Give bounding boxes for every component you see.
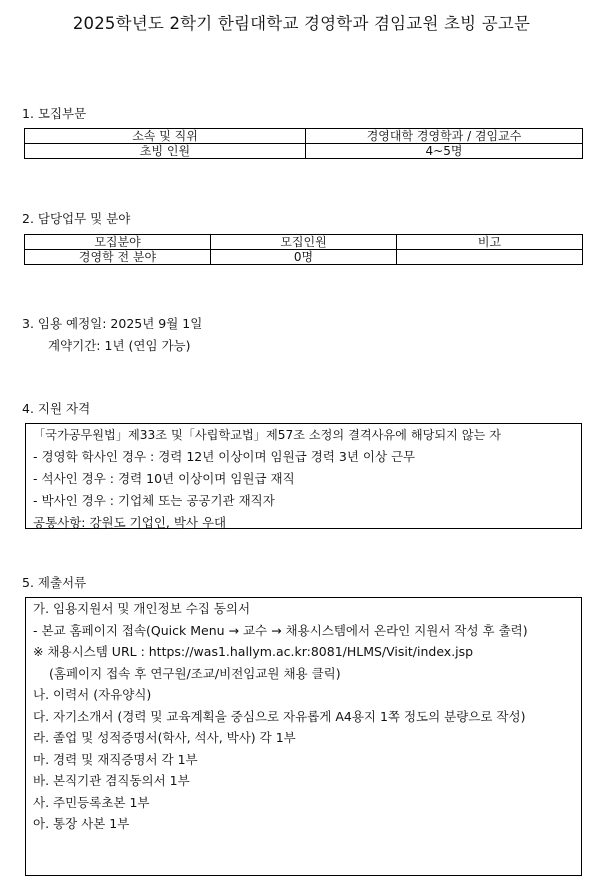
table-cell: 경영학 전 분야 [25, 250, 211, 265]
section-4-heading: 4. 지원 자격 [22, 401, 91, 416]
qualification-line: - 석사인 경우 : 경력 10년 이상이며 임원급 재직 [33, 471, 295, 486]
table-row [25, 144, 583, 159]
table-cell [397, 250, 583, 265]
document-item: 다. 자기소개서 (경력 및 교육계획을 중심으로 자유롭게 A4용지 1쪽 정도의 분량으로 작성) [33, 708, 526, 724]
table-header-row [25, 235, 583, 250]
qualification-line: 공통사항: 강원도 기업인, 박사 우대 [33, 515, 227, 530]
document-item-note: - 본교 홈페이지 접속(Quick Menu → 교수 → 채용시스템에서 온라인 지원서 작성 후 출력) [33, 622, 528, 638]
table-cell: 소속 및 직위 [25, 129, 306, 144]
qualification-line: - 경영학 학사인 경우 : 경력 12년 이상이며 임원급 경력 3년 이상 근무 [33, 449, 416, 464]
section-5-heading: 5. 제출서류 [22, 575, 87, 590]
table-cell: 0명 [211, 250, 397, 265]
document-item: 사. 주민등록초본 1부 [33, 794, 150, 810]
recruitment-table [24, 128, 583, 159]
table-cell: 초빙 인원 [25, 144, 306, 159]
document-item: 라. 졸업 및 성적증명서(학사, 석사, 박사) 각 1부 [33, 730, 296, 745]
table-header-cell: 모집인원 [211, 235, 397, 250]
document-item: 나. 이력서 (자유양식) [33, 687, 152, 702]
table-cell: 4~5명 [306, 144, 583, 159]
documents-box [25, 597, 582, 876]
page-title: 2025학년도 2학기 한림대학교 경영학과 겸임교원 초빙 공고문 [72, 14, 531, 33]
system-url-note: ※ 채용시스템 URL : https://was1.hallym.ac.kr:8081/HLMS/Visit/index.jsp [33, 644, 474, 659]
section-2-heading: 2. 담당업무 및 분야 [22, 211, 131, 226]
qualification-line: - 박사인 경우 : 기업체 또는 공공기관 재직자 [33, 493, 275, 508]
contract-period: 계약기간: 1년 (연임 가능) [48, 338, 191, 353]
table-row [25, 129, 583, 144]
qualification-box [25, 423, 582, 529]
table-cell: 경영대학 경영학과 / 겸임교수 [306, 129, 583, 144]
section-1-heading: 1. 모집부문 [22, 106, 87, 121]
table-row [25, 250, 583, 265]
section-3-heading: 3. 임용 예정일: 2025년 9월 1일 [22, 316, 203, 331]
document-item: 가. 임용지원서 및 개인정보 수집 동의서 [33, 601, 251, 616]
document-item: 마. 경력 및 재직증명서 각 1부 [33, 751, 198, 767]
document-item: 바. 본직기관 겸직동의서 1부 [33, 773, 190, 788]
document-item: 아. 통장 사본 1부 [33, 816, 130, 831]
duties-table [24, 234, 583, 265]
table-header-cell: 모집분야 [25, 235, 211, 250]
qualification-line: 「국가공무원법」제33조 및「사립학교법」제57조 소정의 결격사유에 해당되지 않는 자 [33, 428, 501, 442]
system-url-instruction: (홈페이지 접속 후 연구원/조교/비전임교원 채용 클릭) [49, 665, 341, 681]
table-header-cell: 비고 [397, 235, 583, 250]
